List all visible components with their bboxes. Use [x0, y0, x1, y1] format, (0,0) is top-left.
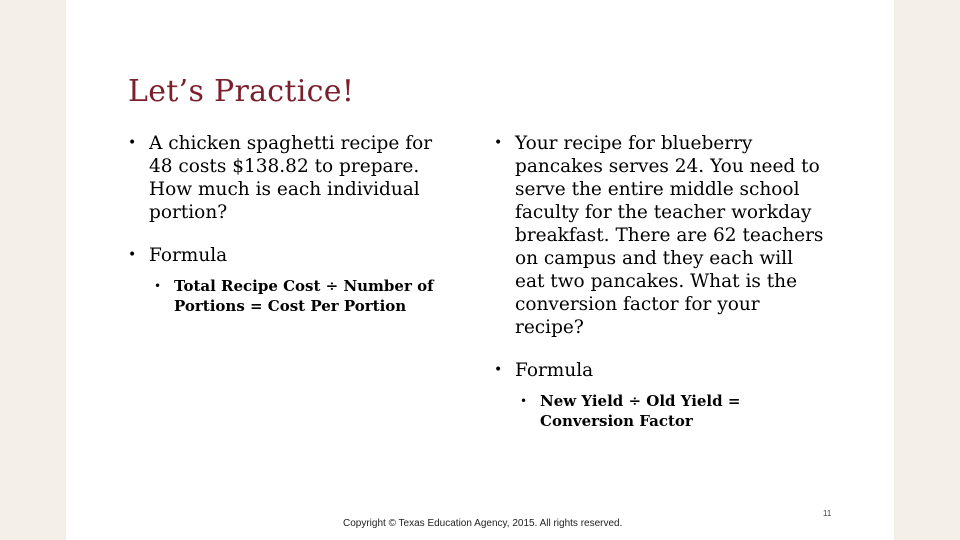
right-formula-label-bullet: [494, 359, 824, 382]
right-question-text: Your recipe for blueberry pancakes serves 24. You need to serve the entire middle school faculty for the teacher workday breakfast. There are 62 teachers on campus and they each will eat two pancakes. What is the conversion factor for your recipe?: [515, 133, 824, 338]
bullet-icon: •: [154, 279, 162, 293]
right-formula-text: New Yield ÷ Old Yield = Conversion Factor: [540, 392, 741, 430]
slide: [66, 0, 894, 540]
left-formula-label-bullet: [128, 244, 458, 267]
left-formula-label: Formula: [149, 245, 228, 266]
left-column: [128, 132, 458, 316]
bullet-icon: •: [128, 135, 137, 151]
copyright-footer: Copyright © Texas Education Agency, 2015. All rights reserved.: [343, 518, 623, 529]
bullet-icon: •: [128, 247, 137, 263]
page-number: 11: [823, 509, 832, 518]
left-question-bullet: [128, 132, 458, 224]
right-column: [494, 132, 824, 431]
slide-title: Let’s Practice!: [128, 74, 355, 109]
bullet-icon: •: [494, 135, 503, 151]
right-question-bullet: [494, 132, 824, 339]
right-formula-label: Formula: [515, 360, 594, 381]
bullet-icon: •: [494, 362, 503, 378]
left-formula-bullet: [128, 277, 458, 316]
right-formula-bullet: [494, 392, 824, 431]
left-formula-text: Total Recipe Cost ÷ Number of Portions = Cost Per Portion: [174, 277, 434, 315]
bullet-icon: •: [520, 394, 528, 408]
left-question-text: A chicken spaghetti recipe for 48 costs $138.82 to prepare. How much is each individual portion?: [149, 133, 433, 223]
